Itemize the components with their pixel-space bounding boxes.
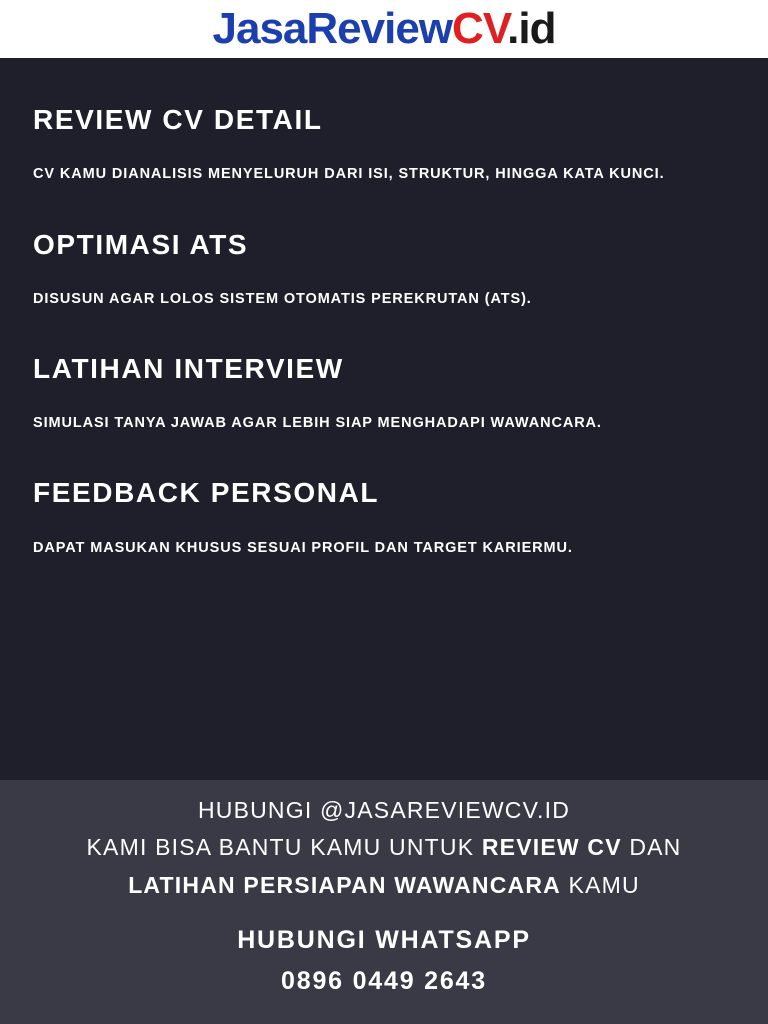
brand-logo-part-1: JasaReview <box>212 4 453 53</box>
service-line-1-pre: KAMI BISA BANTU KAMU UNTUK <box>86 834 482 860</box>
service-line-2-post: KAMU <box>560 872 640 898</box>
contact-handle[interactable] <box>0 799 768 822</box>
brand-logo-part-3: .id <box>507 4 556 53</box>
feature-desc-review-cv: CV KAMU DIANALISIS MENYELURUH DARI ISI, STRUKTUR, HINGGA KATA KUNCI. <box>33 166 665 182</box>
service-line-1-bold: REVIEW CV <box>481 834 622 860</box>
service-line-2-bold: LATIHAN PERSIAPAN WAWANCARA <box>128 872 561 898</box>
service-line-2 <box>0 874 768 897</box>
service-line-1 <box>0 836 768 859</box>
feature-desc-latihan-interview: SIMULASI TANYA JAWAB AGAR LEBIH SIAP MENGHADAPI WAWANCARA. <box>33 415 602 431</box>
feature-title-review-cv: REVIEW CV DETAIL <box>33 104 323 135</box>
feature-desc-optimasi-ats: DISUSUN AGAR LOLOS SISTEM OTOMATIS PEREKRUTAN (ATS). <box>33 291 532 307</box>
service-line-1-post: DAN <box>621 834 682 860</box>
whatsapp-number[interactable]: 0896 0449 2643 <box>281 967 487 995</box>
feature-title-feedback-personal: FEEDBACK PERSONAL <box>33 477 380 508</box>
features-section <box>0 58 768 780</box>
feature-desc-feedback-personal: DAPAT MASUKAN KHUSUS SESUAI PROFIL DAN TARGET KARIERMU. <box>33 540 573 556</box>
brand-logo[interactable] <box>212 4 556 53</box>
feature-title-optimasi-ats: OPTIMASI ATS <box>33 229 249 260</box>
contact-handle-text: HUBUNGI @JASAREVIEWCV.ID <box>197 797 571 823</box>
contact-footer <box>0 780 768 1024</box>
brand-logo-part-2: CV <box>452 4 508 53</box>
whatsapp-label: HUBUNGI WHATSAPP <box>237 926 531 954</box>
feature-title-latihan-interview: LATIHAN INTERVIEW <box>33 353 344 384</box>
brand-header <box>0 0 768 58</box>
